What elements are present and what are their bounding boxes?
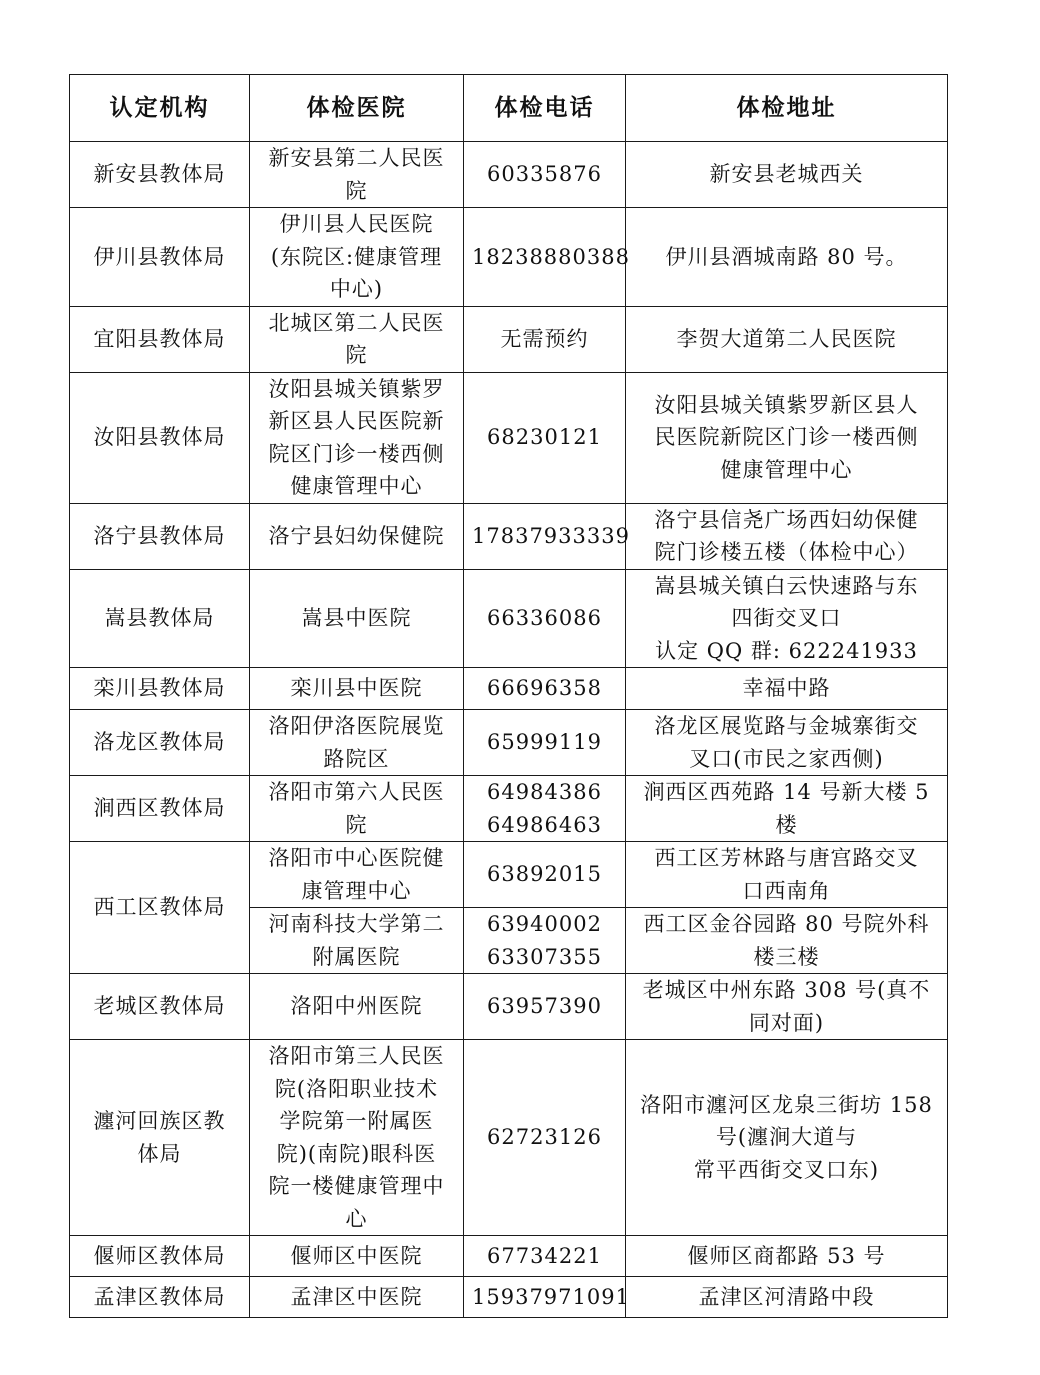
cell-org: 洛宁县教体局 bbox=[70, 503, 250, 569]
table-row bbox=[70, 372, 948, 503]
cell-org: 嵩县教体局 bbox=[70, 569, 250, 668]
cell-org: 孟津区教体局 bbox=[70, 1277, 250, 1318]
phone-line: 62723126 bbox=[487, 1125, 602, 1150]
address-line: 认定 QQ 群: 622241933 bbox=[655, 638, 918, 663]
cell-phone bbox=[464, 372, 626, 503]
address-line: 汝阳县城关镇紫罗新区县人 bbox=[654, 392, 919, 417]
hospital-line: 心 bbox=[345, 1206, 368, 1231]
cell-phone bbox=[464, 908, 626, 974]
hospital-line: 伊川县人民医院 bbox=[279, 212, 434, 236]
header-org: 认定机构 bbox=[70, 75, 250, 142]
cell-org: 西工区教体局 bbox=[70, 842, 250, 974]
hospital-line: 中心) bbox=[329, 277, 384, 301]
phone-line: 63940002 bbox=[487, 912, 602, 936]
cell-phone bbox=[464, 1040, 626, 1236]
phone-line: 64984386 bbox=[487, 780, 602, 804]
hospital-line: 河南科技大学第二 bbox=[268, 912, 445, 936]
hospital-line: 院一楼健康管理中 bbox=[268, 1174, 445, 1198]
cell-hospital bbox=[250, 1236, 464, 1277]
hospital-line: 院 bbox=[345, 343, 368, 367]
hospital-line: 学院第一附属医 bbox=[279, 1109, 434, 1133]
cell-phone bbox=[464, 569, 626, 668]
address-line: 楼三楼 bbox=[753, 944, 820, 969]
phone-line: 66696358 bbox=[487, 676, 602, 701]
address-line: 新安县老城西关 bbox=[709, 162, 864, 187]
address-line: 老城区中州东路 308 号(真不 bbox=[642, 978, 931, 1002]
phone-line: 60335876 bbox=[487, 162, 602, 187]
hospital-line: 嵩县中医院 bbox=[301, 606, 412, 630]
table-row bbox=[70, 710, 948, 776]
cell-hospital bbox=[250, 503, 464, 569]
cell-org: 汝阳县教体局 bbox=[70, 372, 250, 503]
phone-line: 17837933339 bbox=[472, 523, 630, 548]
phone-line: 64986463 bbox=[487, 812, 602, 837]
hospital-line: 院(洛阳职业技术 bbox=[274, 1076, 439, 1101]
address-line: 嵩县城关镇白云快速路与东 bbox=[654, 573, 919, 598]
header-address: 体检地址 bbox=[626, 75, 948, 142]
header-row bbox=[70, 75, 948, 142]
cell-hospital bbox=[250, 372, 464, 503]
address-line: 幸福中路 bbox=[742, 676, 831, 701]
cell-address bbox=[626, 908, 948, 974]
cell-org: 伊川县教体局 bbox=[70, 208, 250, 307]
phone-line: 66336086 bbox=[487, 606, 602, 630]
cell-hospital bbox=[250, 776, 464, 842]
cell-phone bbox=[464, 1277, 630, 1318]
hospital-line: 孟津区中医院 bbox=[290, 1284, 423, 1309]
cell-phone bbox=[464, 842, 626, 908]
hospital-line: 洛阳市第三人民医 bbox=[268, 1044, 445, 1068]
phone-line: 67734221 bbox=[487, 1243, 602, 1268]
header-hospital: 体检医院 bbox=[250, 75, 464, 142]
address-line: 李贺大道第二人民医院 bbox=[676, 326, 897, 351]
table-row bbox=[70, 569, 948, 668]
cell-org: 涧西区教体局 bbox=[70, 776, 250, 842]
cell-hospital bbox=[250, 668, 464, 710]
hospital-line: (东院区:健康管理 bbox=[270, 244, 443, 269]
cell-address bbox=[626, 503, 948, 569]
cell-hospital bbox=[250, 1277, 464, 1318]
hospital-line: 附属医院 bbox=[312, 944, 401, 969]
exam-hospital-table bbox=[69, 74, 948, 1318]
address-line: 楼 bbox=[775, 812, 798, 837]
cell-address bbox=[626, 1236, 948, 1277]
cell-address bbox=[626, 974, 948, 1040]
cell-org: 偃师区教体局 bbox=[70, 1236, 250, 1277]
cell-address bbox=[626, 1277, 948, 1318]
address-line: 号(瀍涧大道与 bbox=[715, 1125, 858, 1150]
cell-hospital bbox=[250, 974, 464, 1040]
hospital-line: 北城区第二人民医 bbox=[268, 310, 445, 335]
table-row bbox=[70, 1040, 948, 1236]
cell-address bbox=[626, 142, 948, 208]
table-row bbox=[70, 776, 948, 842]
phone-line: 15937971091 bbox=[472, 1284, 630, 1309]
cell-address bbox=[626, 569, 948, 668]
address-line: 叉口(市民之家西侧) bbox=[689, 746, 884, 771]
hospital-line: 洛阳市中心医院健 bbox=[268, 846, 445, 870]
address-line: 洛宁县信尧广场西妇幼保健 bbox=[654, 507, 919, 532]
cell-phone bbox=[464, 668, 626, 710]
hospital-line: 院 bbox=[345, 812, 368, 837]
cell-hospital bbox=[250, 142, 464, 208]
table-row bbox=[70, 503, 948, 569]
cell-hospital bbox=[250, 306, 464, 372]
cell-hospital bbox=[250, 710, 464, 776]
cell-hospital bbox=[250, 842, 464, 908]
org-line: 瀍河回族区教 bbox=[93, 1109, 226, 1133]
phone-line: 63307355 bbox=[487, 944, 602, 969]
hospital-line: 院 bbox=[345, 178, 368, 203]
cell-phone bbox=[464, 776, 626, 842]
cell-address bbox=[626, 208, 948, 307]
cell-address bbox=[626, 372, 948, 503]
hospital-line: 洛宁县妇幼保健院 bbox=[268, 523, 445, 548]
cell-address bbox=[626, 668, 948, 710]
cell-phone bbox=[464, 208, 630, 307]
cell-address bbox=[626, 842, 948, 908]
cell-hospital bbox=[250, 1040, 464, 1236]
address-line: 孟津区河清路中段 bbox=[698, 1284, 875, 1309]
hospital-line: 健康管理中心 bbox=[290, 474, 423, 498]
cell-org: 洛龙区教体局 bbox=[70, 710, 250, 776]
hospital-line: 院区门诊一楼西侧 bbox=[268, 441, 445, 466]
cell-phone bbox=[464, 710, 626, 776]
cell-phone bbox=[464, 974, 626, 1040]
table-row bbox=[70, 668, 948, 710]
phone-line: 无需预约 bbox=[500, 326, 589, 351]
table-row bbox=[70, 842, 948, 908]
address-line: 健康管理中心 bbox=[720, 457, 853, 482]
hospital-line: 洛阳伊洛医院展览 bbox=[268, 714, 445, 738]
cell-hospital bbox=[250, 908, 464, 974]
hospital-line: 汝阳县城关镇紫罗 bbox=[268, 376, 445, 401]
cell-address bbox=[626, 710, 948, 776]
table-row bbox=[70, 306, 948, 372]
address-line: 偃师区商都路 53 号 bbox=[687, 1243, 886, 1268]
address-line: 洛龙区展览路与金城寨街交 bbox=[654, 714, 919, 738]
hospital-line: 偃师区中医院 bbox=[290, 1243, 423, 1268]
phone-line: 65999119 bbox=[487, 730, 602, 755]
address-line: 常平西街交叉口东) bbox=[693, 1157, 880, 1182]
table-row bbox=[70, 974, 948, 1040]
cell-phone bbox=[464, 503, 630, 569]
cell-phone bbox=[464, 306, 626, 372]
phone-line: 63892015 bbox=[487, 862, 602, 887]
hospital-line: 新安县第二人民医 bbox=[268, 146, 445, 170]
header-phone: 体检电话 bbox=[464, 75, 626, 142]
address-line: 院门诊楼五楼（体检中心） bbox=[654, 540, 919, 564]
hospital-line: 洛阳市第六人民医 bbox=[268, 780, 445, 804]
cell-org: 老城区教体局 bbox=[70, 974, 250, 1040]
address-line: 西工区金谷园路 80 号院外科 bbox=[643, 912, 930, 936]
address-line: 四街交叉口 bbox=[731, 606, 842, 630]
cell-org: 宜阳县教体局 bbox=[70, 306, 250, 372]
cell-hospital bbox=[250, 208, 464, 307]
cell-org: 新安县教体局 bbox=[70, 142, 250, 208]
hospital-line: 新区县人民医院新 bbox=[268, 409, 445, 433]
address-line: 口西南角 bbox=[742, 878, 831, 903]
cell-org: 栾川县教体局 bbox=[70, 668, 250, 710]
hospital-line: 洛阳中州医院 bbox=[290, 994, 423, 1019]
cell-phone bbox=[464, 1236, 626, 1277]
cell-address bbox=[626, 776, 948, 842]
org-line: 体局 bbox=[137, 1141, 182, 1166]
cell-phone bbox=[464, 142, 626, 208]
cell-address bbox=[626, 1040, 948, 1236]
cell-address bbox=[626, 306, 948, 372]
address-line: 洛阳市瀍河区龙泉三街坊 158 bbox=[640, 1092, 933, 1117]
hospital-line: 康管理中心 bbox=[301, 878, 412, 903]
table-row bbox=[70, 1277, 948, 1318]
address-line: 同对面) bbox=[748, 1010, 825, 1035]
hospital-line: 院)(南院)眼科医 bbox=[276, 1141, 437, 1166]
address-line: 伊川县酒城南路 80 号。 bbox=[665, 244, 908, 269]
address-line: 涧西区西苑路 14 号新大楼 5 bbox=[643, 780, 930, 804]
cell-org bbox=[70, 1040, 250, 1236]
hospital-line: 路院区 bbox=[323, 746, 390, 771]
hospital-line: 栾川县中医院 bbox=[290, 676, 423, 701]
phone-line: 18238880388 bbox=[472, 244, 630, 269]
table-row bbox=[70, 1236, 948, 1277]
phone-line: 68230121 bbox=[487, 425, 602, 450]
cell-hospital bbox=[250, 569, 464, 668]
address-line: 民医院新院区门诊一楼西侧 bbox=[654, 425, 919, 450]
table-row bbox=[70, 142, 948, 208]
phone-line: 63957390 bbox=[487, 994, 602, 1019]
table-row bbox=[70, 208, 948, 307]
address-line: 西工区芳林路与唐宫路交叉 bbox=[654, 846, 919, 870]
